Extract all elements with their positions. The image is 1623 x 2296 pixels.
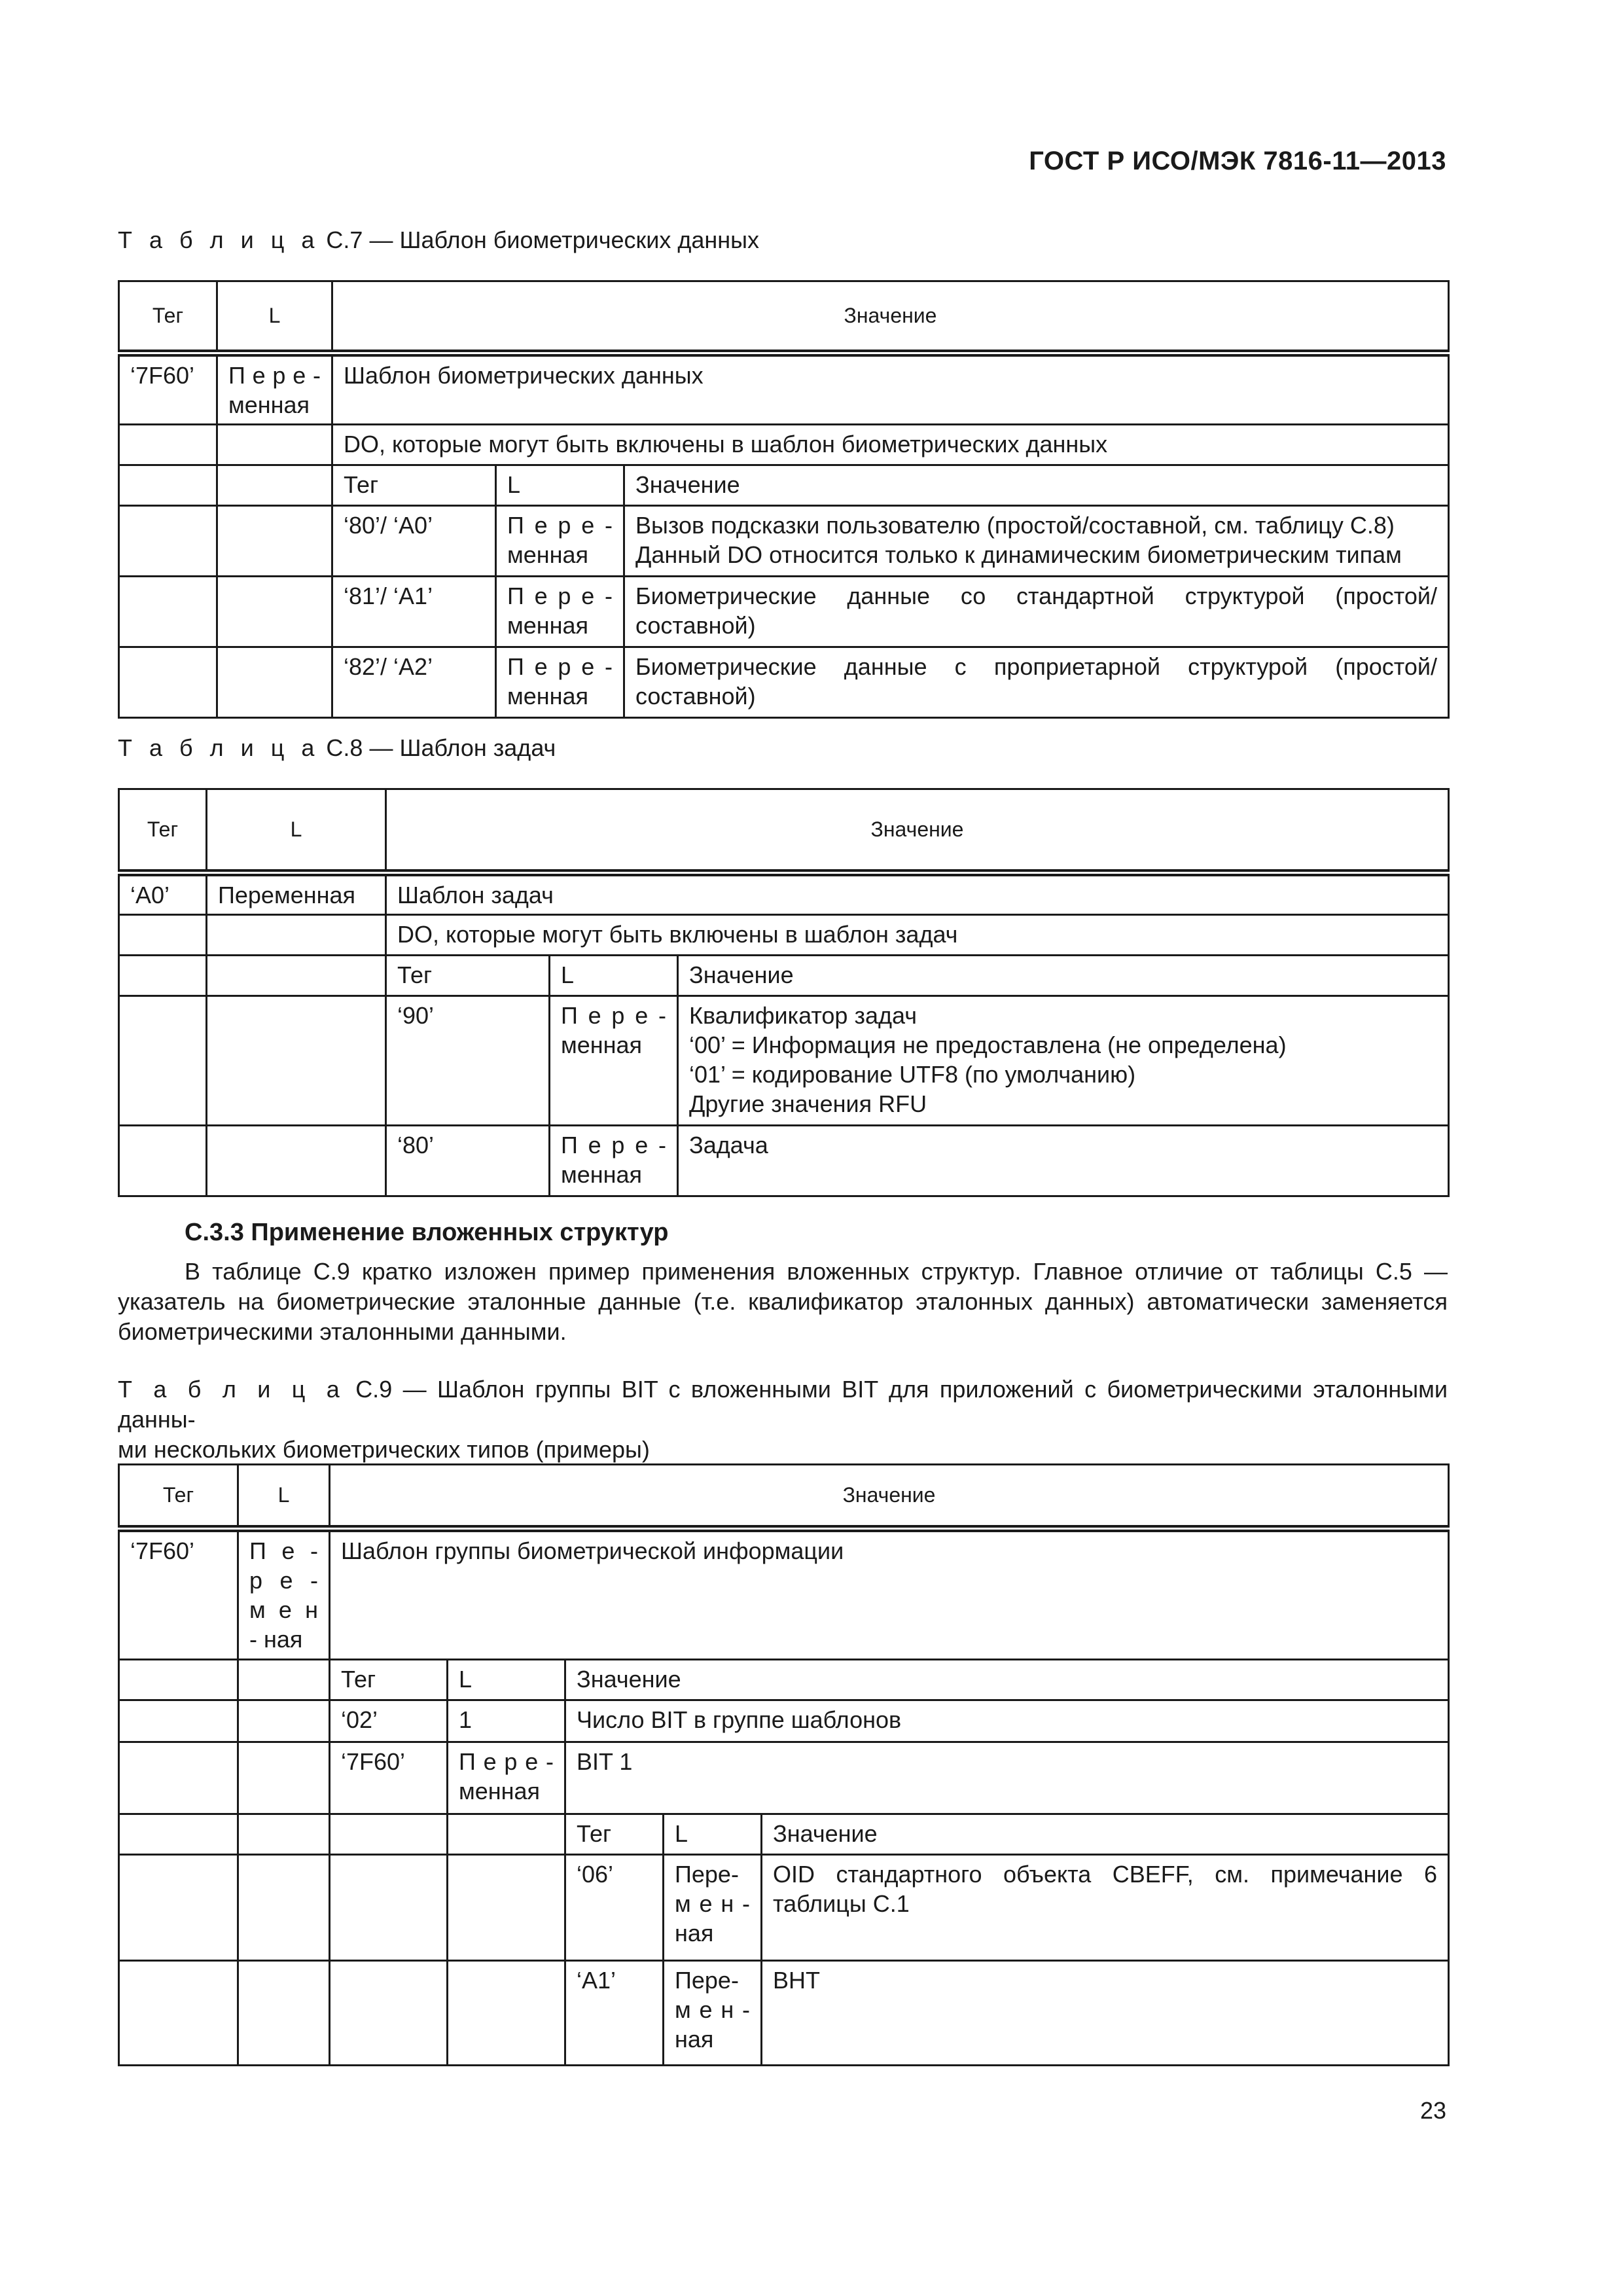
cell-tag: ‘7F60’ — [119, 353, 217, 425]
subheader-l: L — [664, 1814, 762, 1855]
cell-empty — [119, 1855, 238, 1961]
caption-label: Т а б л и ц а — [118, 226, 320, 253]
cell-empty — [207, 956, 386, 996]
value-line: ‘01’ = кодирование UTF8 (по умолчанию) — [689, 1061, 1136, 1088]
cell-empty — [119, 647, 217, 718]
cell-empty — [330, 1961, 448, 2066]
table-header-row — [119, 1465, 1449, 1529]
table-c8-caption — [118, 733, 556, 763]
cell-value: Число BIT в группе шаблонов — [565, 1700, 1449, 1742]
cell-tag: ‘06’ — [565, 1855, 664, 1961]
table-c9 — [118, 1463, 1450, 2066]
cell-empty — [119, 996, 207, 1126]
value-line: Данный DO относится только к динамическим биометрическим типам — [635, 541, 1402, 568]
cell-empty — [448, 1814, 565, 1855]
standard-designation: ГОСТ Р ИСО/МЭК 7816-11—2013 — [1029, 147, 1446, 175]
cell-empty — [207, 1126, 386, 1196]
cell-tag: ‘80’ — [386, 1126, 550, 1196]
cell-value: DO, которые могут быть включены в шаблон задач — [386, 915, 1449, 956]
section-paragraph — [118, 1257, 1448, 1347]
header-tag: Тег — [119, 281, 217, 353]
section-heading: С.3.3 Применение вложенных структур — [185, 1219, 669, 1246]
value-line: ‘00’ = Информация не предоставлена (не определена) — [689, 1031, 1287, 1058]
table-row — [119, 353, 1449, 425]
table-header-row — [119, 281, 1449, 353]
subheader-tag: Тег — [565, 1814, 664, 1855]
table-row — [119, 1961, 1449, 2066]
header-value: Значение — [330, 1465, 1449, 1529]
cell-empty — [119, 1126, 207, 1196]
cell-l: П е р е - менная — [496, 506, 624, 577]
table-row — [119, 425, 1449, 465]
caption-label: Т а б л и ц а — [118, 734, 320, 761]
subheader-tag: Тег — [332, 465, 496, 506]
cell-empty — [217, 577, 332, 647]
cell-empty — [119, 1961, 238, 2066]
value-line: Другие значения RFU — [689, 1090, 927, 1117]
table-subheader-row — [119, 1660, 1449, 1700]
table-row — [119, 1742, 1449, 1814]
cell-value: DO, которые могут быть включены в шаблон биометрических данных — [332, 425, 1449, 465]
page-number: 23 — [1419, 2097, 1446, 2124]
caption-text-line2: ми нескольких биометрических типов (примеры) — [118, 1436, 650, 1463]
cell-empty — [119, 956, 207, 996]
cell-tag: ‘A0’ — [119, 873, 207, 915]
cell-l: П е р е - менная — [550, 1126, 678, 1196]
cell-empty — [207, 996, 386, 1126]
caption-text: С.7 — Шаблон биометрических данных — [326, 226, 760, 253]
cell-empty — [217, 647, 332, 718]
cell-tag: ‘A1’ — [565, 1961, 664, 2066]
cell-tag: ‘81’/ ‘A1’ — [332, 577, 496, 647]
cell-tag: ‘02’ — [330, 1700, 448, 1742]
cell-value — [678, 996, 1449, 1126]
caption-label: Т а б л и ц а — [118, 1376, 345, 1403]
table-row — [119, 1126, 1449, 1196]
cell-empty — [119, 1700, 238, 1742]
subheader-tag: Тег — [330, 1660, 448, 1700]
cell-l: П е р е - менная — [217, 353, 332, 425]
value-line: Квалификатор задач — [689, 1002, 917, 1029]
cell-value — [624, 506, 1449, 577]
cell-l: Пере- м е н - ная — [664, 1855, 762, 1961]
header-value: Значение — [386, 789, 1449, 873]
cell-l: П е р е - менная — [550, 996, 678, 1126]
header-tag: Тег — [119, 1465, 238, 1529]
table-c9-caption — [118, 1374, 1448, 1465]
header-value: Значение — [332, 281, 1449, 353]
cell-tag: ‘80’/ ‘A0’ — [332, 506, 496, 577]
cell-value: Шаблон задач — [386, 873, 1449, 915]
table-row — [119, 1700, 1449, 1742]
cell-empty — [238, 1961, 330, 2066]
cell-value: Биометрические данные с проприетарной структурой (простой/ составной) — [624, 647, 1449, 718]
cell-empty — [330, 1855, 448, 1961]
cell-empty — [217, 465, 332, 506]
cell-empty — [217, 425, 332, 465]
table-c7 — [118, 280, 1450, 719]
table-row — [119, 996, 1449, 1126]
header-l: L — [217, 281, 332, 353]
header-l: L — [207, 789, 386, 873]
cell-value: BIT 1 — [565, 1742, 1449, 1814]
caption-text: С.8 — Шаблон задач — [326, 734, 556, 761]
cell-empty — [119, 425, 217, 465]
cell-l: П е р е - менная — [496, 577, 624, 647]
table-c8 — [118, 788, 1450, 1197]
table-row — [119, 1529, 1449, 1660]
cell-value: BHT — [762, 1961, 1449, 2066]
cell-value: Биометрические данные со стандартной структурой (простой/ составной) — [624, 577, 1449, 647]
cell-empty — [119, 465, 217, 506]
caption-text: С.9 — Шаблон группы BIT с вложенными BIT для приложений с биометрическими эталонными данны- — [118, 1376, 1448, 1433]
cell-empty — [238, 1742, 330, 1814]
subheader-value: Значение — [678, 956, 1449, 996]
header-tag: Тег — [119, 789, 207, 873]
cell-empty — [119, 915, 207, 956]
table-row — [119, 873, 1449, 915]
cell-empty — [448, 1961, 565, 2066]
cell-empty — [119, 1742, 238, 1814]
cell-tag: ‘90’ — [386, 996, 550, 1126]
table-subheader-row — [119, 1814, 1449, 1855]
cell-empty — [448, 1855, 565, 1961]
cell-value: Задача — [678, 1126, 1449, 1196]
subheader-value: Значение — [565, 1660, 1449, 1700]
cell-empty — [238, 1814, 330, 1855]
cell-l: Переменная — [207, 873, 386, 915]
subheader-value: Значение — [762, 1814, 1449, 1855]
subheader-value: Значение — [624, 465, 1449, 506]
table-row — [119, 915, 1449, 956]
table-subheader-row — [119, 956, 1449, 996]
table-row — [119, 506, 1449, 577]
cell-empty — [119, 1660, 238, 1700]
value-line: Вызов подсказки пользователю (простой/составной, см. таблицу С.8) — [635, 512, 1395, 539]
cell-tag: ‘82’/ ‘A2’ — [332, 647, 496, 718]
cell-tag: ‘7F60’ — [330, 1742, 448, 1814]
cell-l: П е р е - менная — [448, 1742, 565, 1814]
cell-empty — [238, 1660, 330, 1700]
cell-empty — [330, 1814, 448, 1855]
cell-l: Пере- м е н - ная — [664, 1961, 762, 2066]
cell-empty — [238, 1855, 330, 1961]
cell-l: 1 — [448, 1700, 565, 1742]
subheader-l: L — [550, 956, 678, 996]
cell-l: П е - р е - м е н - ная — [238, 1529, 330, 1660]
table-header-row — [119, 789, 1449, 873]
subheader-tag: Тег — [386, 956, 550, 996]
cell-empty — [119, 577, 217, 647]
subheader-l: L — [448, 1660, 565, 1700]
table-row — [119, 647, 1449, 718]
cell-value: Шаблон биометрических данных — [332, 353, 1449, 425]
table-row — [119, 1855, 1449, 1961]
table-row — [119, 577, 1449, 647]
cell-empty — [119, 506, 217, 577]
paragraph-text: В таблице С.9 кратко изложен пример применения вложенных структур. Главное отличие от таблицы С.5 — указатель на биометрические эталонные данные (т.е. квалификатор эталонных данных) автоматически заменяется биометрическими эталонными данными. — [118, 1258, 1448, 1345]
cell-empty — [119, 1814, 238, 1855]
cell-empty — [207, 915, 386, 956]
header-l: L — [238, 1465, 330, 1529]
cell-value: Шаблон группы биометрической информации — [330, 1529, 1449, 1660]
cell-empty — [238, 1700, 330, 1742]
cell-l: П е р е - менная — [496, 647, 624, 718]
table-c7-caption — [118, 225, 759, 255]
cell-empty — [217, 506, 332, 577]
table-subheader-row — [119, 465, 1449, 506]
cell-tag: ‘7F60’ — [119, 1529, 238, 1660]
subheader-l: L — [496, 465, 624, 506]
cell-value: OID стандартного объекта CBEFF, см. примечание 6 таблицы С.1 — [762, 1855, 1449, 1961]
